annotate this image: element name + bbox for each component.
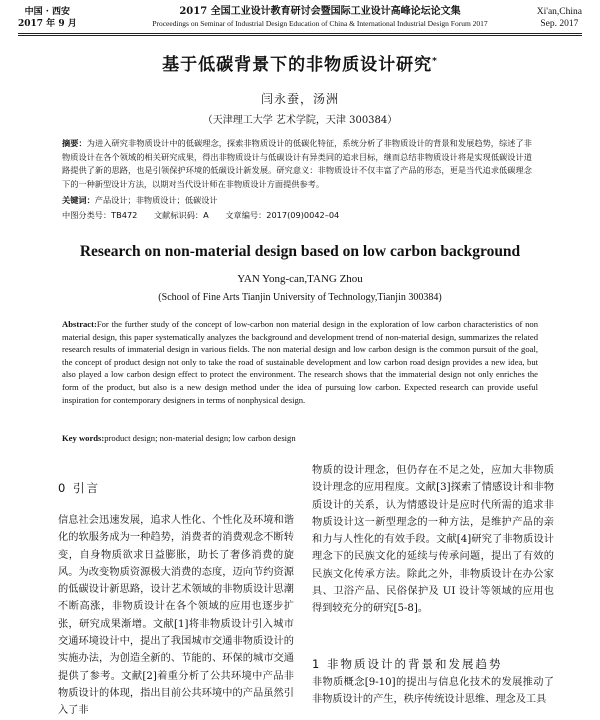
keywords-cn-label: 关键词：: [62, 195, 95, 205]
title-cn-text: 基于低碳背景下的非物质设计研究: [162, 55, 433, 75]
abstract-en: [62, 318, 538, 406]
keywords-cn-text: 产品设计；非物质设计；低碳设计: [94, 195, 218, 205]
header-center: [128, 6, 512, 30]
header-location-en: Xi'an,China: [536, 7, 582, 17]
header-date-en: Sep. 2017: [540, 19, 579, 29]
section-1-heading: 1 非物质设计的背景和发展趋势: [312, 657, 503, 671]
section-1-paragraph: 非物质概念[9-10]的提出与信息化技术的发展推动了非物质设计的产生，秩序传统设计思维、理念及工具: [312, 677, 554, 706]
proceedings-title-en: Proceedings on Seminar of Industrial Design Education of China & International Industrial Design Forum 2017: [152, 19, 488, 28]
abstract-cn: [62, 137, 532, 191]
abstract-en-text: For the further study of the concept of low-carbon non material design in the exploration of low carbon characteristics of non material design, this paper systematically analyzes the background and development trend of non-material design, summarizes the related research results of immaterial design in various fields. The non material design and low carbon design is the common pursuit of the goal, the concept of product design not only to take the road of sustainable development and low carbon road design provides a new idea, but also played a low carbon design effect to protect the environment. The research shows that the immaterial design not only enriches the form of the product, but also is a new design method under the idea of pursuing low carbon. Expected research can provide useful inspiration for contemporary designers in terms of nonphysical design.: [62, 319, 538, 405]
paper-title-en: Research on non-material design based on low carbon background: [79, 243, 521, 260]
right-column-paragraph: 物质的设计理念，但仍存在不足之处，应加大非物质设计理念的应用程度。文献[3]探索了情感设计和非物质设计的关系，认为情感设计是应时代所需的追求非物质设计这一新型理念的一种方法，是维护产品的亲和力与人性化的有效手段。文献[4]研究了非物质设计理念下的民族文化的延续与传承问题，提出了有效的民族文化传承方法。除此之外，非物质设计在办公家具、卫浴产品、民俗保护及 UI 设计等领域的应用也得到较充分的研究[5-8]。: [312, 465, 554, 615]
header-location: 中国 · 西安: [24, 7, 71, 17]
abstract-cn-label: 摘要：: [62, 138, 87, 148]
document-code: 文献标识码：A: [153, 210, 209, 220]
title-footnote-mark: *: [432, 56, 438, 67]
running-header: [18, 6, 582, 34]
classification-number: 中图分类号：TB472: [62, 210, 138, 220]
keywords-en-label: Key words:: [62, 433, 105, 443]
header-rule-bottom: [18, 35, 582, 36]
header-left: [18, 6, 77, 30]
section-0-heading: 0 引言: [58, 481, 100, 495]
affiliation-cn: （天津理工大学 艺术学院，天津 300384）: [202, 115, 398, 126]
proceedings-title-cn: 2017 全国工业设计教育研讨会暨国际工业设计高峰论坛论文集: [179, 6, 461, 17]
abstract-en-label: Abstract:: [62, 319, 97, 329]
authors-cn: 闫永蚕，汤洲: [260, 92, 339, 106]
section-0-paragraph: 信息社会迅速发展，追求人性化、个性化及环境和谐化的软服务成为一种趋势，消费者的消费观念不断转变，自身物质欲求日益膨胀，助长了奢侈消费的旋风。为改变物质资源极大消费的态度，迈向节约资源的低碳设计新思路，设计艺术领域的非物质设计思潮不断高涨，非物质设计在各个领域的应用也逐步扩张，研究成果渐增。文献[1]将非物质设计引入城市交通环境设计中，提出了我国城市交通非物质设计的实施办法，为创造全新的、节能的、环保的城市交通提供了参考。文献[2]着重分析了公共环境中产品非物质设计的体现，指出目前公共环境中的产品虽然引入了非: [58, 515, 294, 717]
header-right: [537, 6, 582, 30]
paper-title-cn: [0, 50, 600, 75]
header-date: 2017 年 9 月: [18, 19, 77, 29]
affiliation-en: (School of Fine Arts Tianjin University of Technology,Tianjin 300384): [158, 292, 442, 303]
keywords-cn: [62, 194, 532, 207]
authors-en: YAN Yong-can,TANG Zhou: [237, 273, 363, 285]
article-number: 文章编号：2017(09)0042–04: [225, 210, 340, 220]
abstract-cn-text: 为进入研究非物质设计中的低碳理念，探索非物质设计的低碳化特征，系统分析了非物质设计的背景和发展趋势，综述了非物质设计在各个领域的相关研究成果，得出非物质设计与低碳设计有异类同的追求目标，继而总结非物质设计将是实现低碳设计道路提供了新的思路，也是引领保护环境的低碳设计新发展。研究意义：非物质设计不仅丰富了产品的形态，更是当代追求低碳理念下的一种新型设计方法，以期对当代设计师在非物质设计方面提供参考。: [62, 138, 532, 189]
article-metadata: [62, 209, 532, 222]
header-rule-top: [18, 33, 582, 34]
keywords-en: [62, 432, 538, 444]
keywords-en-text: product design; non-material design; low carbon design: [104, 433, 296, 443]
